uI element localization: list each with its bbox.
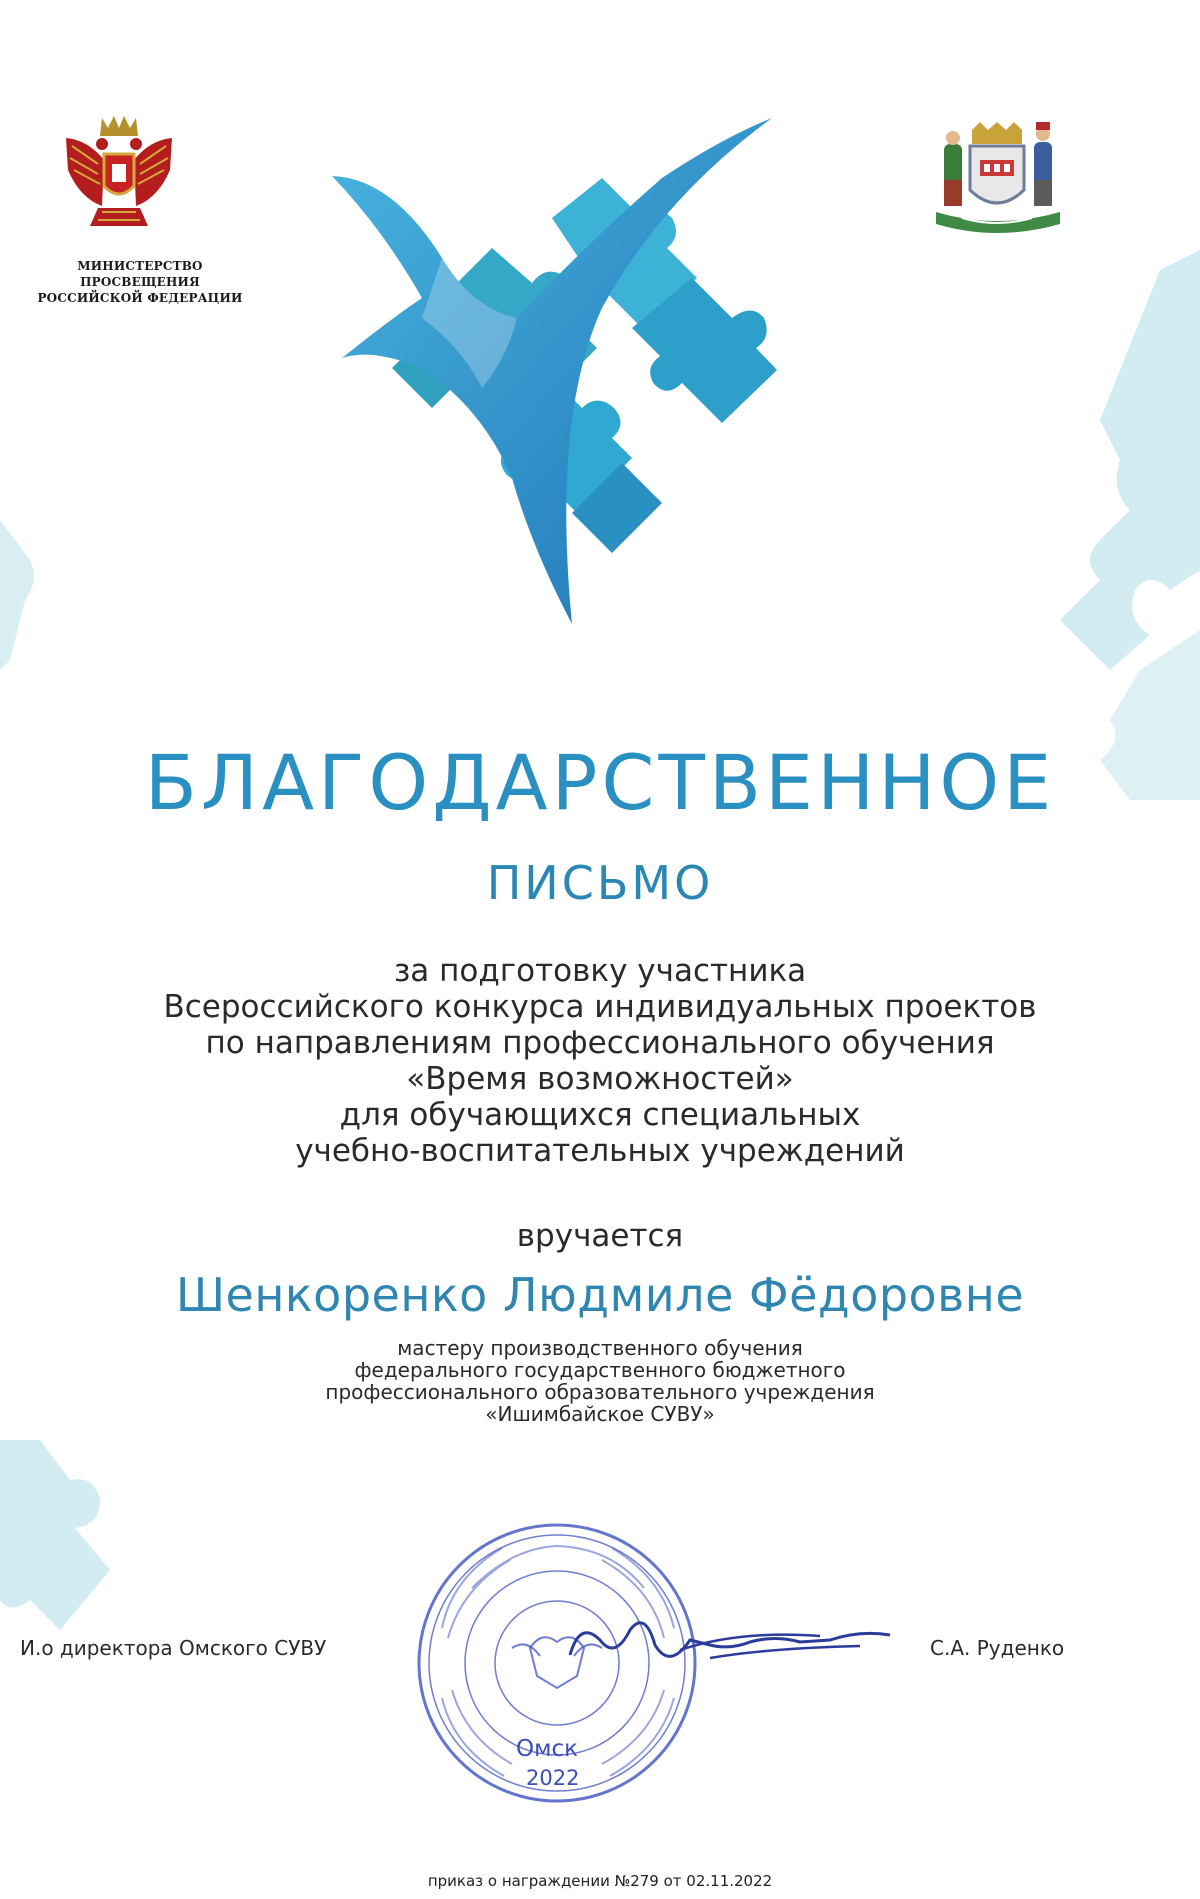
- position-line: «Ишимбайское СУВУ»: [485, 1402, 715, 1426]
- omsk-coat-of-arms-logo: [922, 120, 1072, 240]
- certificate-title: БЛАГОДАРСТВЕННОЕ: [144, 738, 1056, 827]
- position-line: мастеру производственного обучения: [397, 1336, 803, 1360]
- background-puzzle-right: [1040, 240, 1200, 800]
- recipient-position: [0, 1337, 1200, 1425]
- ministry-name-line1: МИНИСТЕРСТВО ПРОСВЕЩЕНИЯ: [77, 259, 203, 289]
- ministry-name-line2: РОССИЙСКОЙ ФЕДЕРАЦИИ: [37, 291, 243, 305]
- certificate-body: [0, 953, 1200, 1169]
- signer-name: С.А. Руденко: [930, 1636, 1065, 1660]
- background-puzzle-left: [0, 500, 40, 680]
- director-title: И.о директора Омского СУВУ: [20, 1636, 327, 1660]
- award-order: приказ о награждении №279 от 02.11.2022: [427, 1872, 773, 1890]
- contest-puzzle-bird-logo: [332, 118, 802, 624]
- body-line: «Время возможностей»: [406, 1061, 794, 1097]
- ministry-emblem-logo: [58, 110, 180, 240]
- director-signature: [560, 1600, 900, 1690]
- certificate-subtitle: ПИСЬМО: [486, 856, 714, 910]
- body-line: учебно-воспитательных учреждений: [295, 1133, 905, 1169]
- position-line: профессионального образовательного учреждения: [325, 1380, 875, 1404]
- presented-label: вручается: [516, 1218, 684, 1254]
- stamp-year: 2022: [526, 1766, 580, 1790]
- body-line: за подготовку участника: [393, 953, 807, 989]
- body-line: для обучающихся специальных: [339, 1097, 861, 1133]
- body-line: Всероссийского конкурса индивидуальных проектов: [163, 989, 1037, 1025]
- ministry-name: [20, 258, 260, 306]
- stamp-city: Омск: [516, 1736, 578, 1762]
- position-line: федерального государственного бюджетного: [354, 1358, 846, 1382]
- body-line: по направлениям профессионального обучения: [205, 1025, 995, 1061]
- recipient-name: Шенкоренко Людмиле Фёдоровне: [175, 1268, 1025, 1322]
